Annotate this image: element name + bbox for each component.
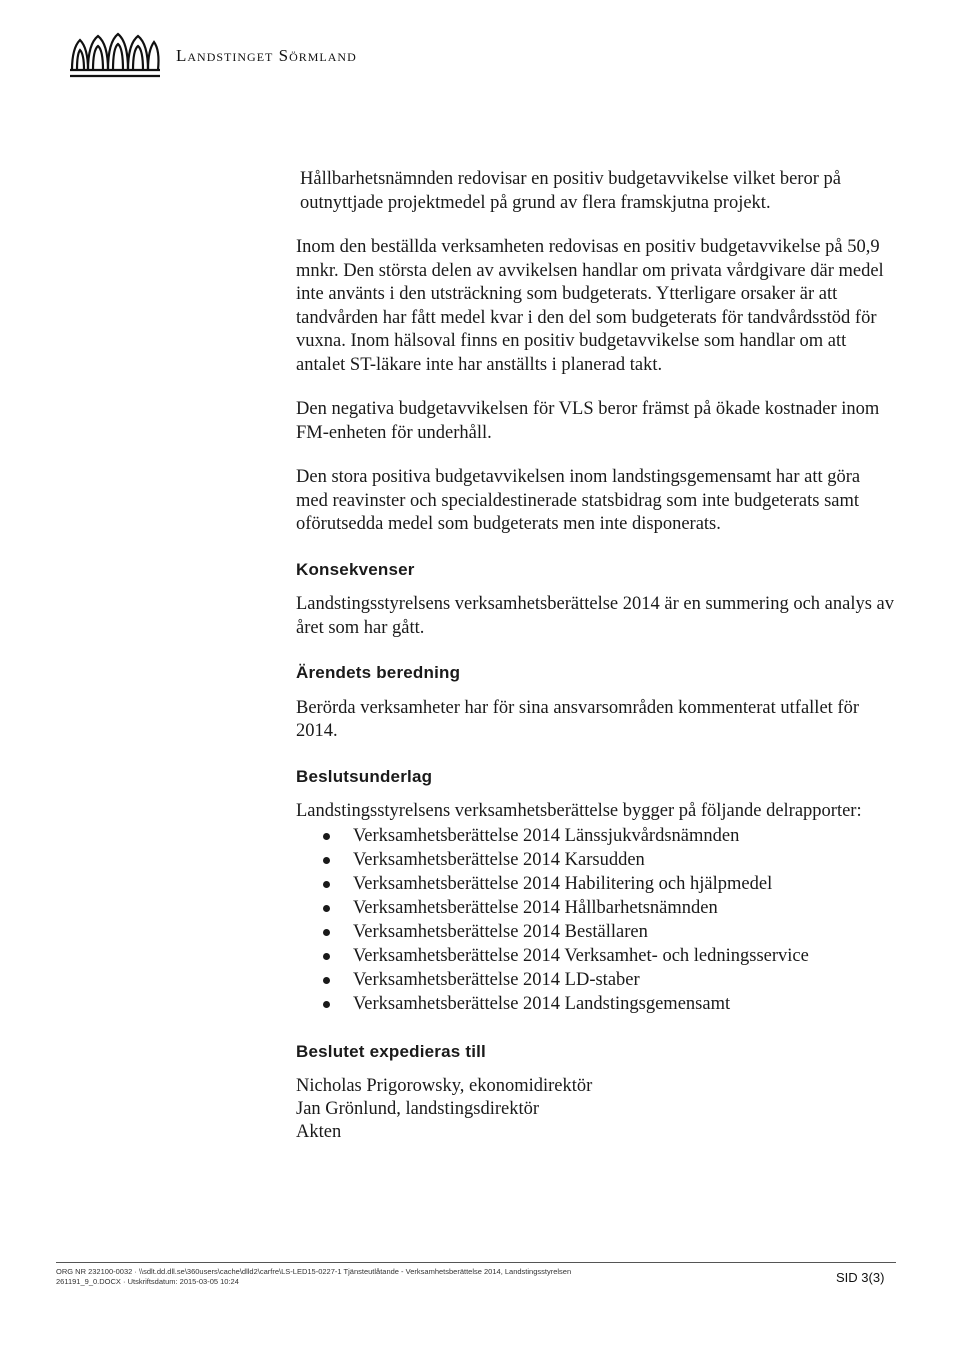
list-item: Verksamhetsberättelse 2014 LD-staber <box>296 968 896 992</box>
footer-metadata <box>56 1267 571 1287</box>
recipient: Jan Grönlund, landstingsdirektör <box>296 1099 540 1119</box>
footer-path: ORG NR 232100-0032 · \\sdlt.dd.dll.se\360users\cache\dlld2\carfre\LS-LED15-0227-1 Tjänsteutlåtande - Verksamhetsberättelse 2014, Landstingsstyrelsen <box>56 1267 572 1276</box>
list-item: Verksamhetsberättelse 2014 Landstingsgemensamt <box>296 992 896 1016</box>
report-list <box>296 824 896 1016</box>
paragraph: Den stora positiva budgetavvikelsen inom landstingsgemensamt har att göra med reavinster och specialdestinerade statsbidrag som inte budgeterats samt oförutsedda medel som budgeterats men inte disponerats. <box>296 467 861 534</box>
list-item: Verksamhetsberättelse 2014 Habilitering och hjälpmedel <box>296 872 896 896</box>
section-heading: Konsekvenser <box>296 559 415 579</box>
paragraph: Inom den beställda verksamheten redovisas en positiv budgetavvikelse på 50,9 mnkr. Den största delen av avvikelsen handlar om privata vårdgivare där medel inte använts i den utsträckning som budgeterats. Ytterligare orsaker är att tandvården har fått medel kvar i den del som budgeterats för tandvårdsstöd för vuxna. Inom hälsoval finns en positiv budgetavvikelse som handlar om att antalet ST-läkare inte har anställts i planerad takt. <box>296 237 884 375</box>
recipient: Akten <box>296 1122 342 1142</box>
paragraph: Hållbarhetsnämnden redovisar en positiv budgetavvikelse vilket beror på outnyttjade projektmedel på grund av flera framskjutna projekt. <box>300 169 841 213</box>
document-body <box>296 168 896 1144</box>
list-item: Verksamhetsberättelse 2014 Karsudden <box>296 848 896 872</box>
paragraph: Landstingsstyrelsens verksamhetsberättelse bygger på följande delrapporter: <box>296 801 862 821</box>
paragraph: Landstingsstyrelsens verksamhetsberättelse 2014 är en summering och analys av året som har gått. <box>296 594 895 638</box>
section-heading: Beslutet expedieras till <box>296 1041 486 1061</box>
list-item: Verksamhetsberättelse 2014 Hållbarhetsnämnden <box>296 896 896 920</box>
section-heading: Beslutsunderlag <box>296 766 433 786</box>
paragraph: Den negativa budgetavvikelsen för VLS beror främst på ökade kostnader inom FM-enheten för underhåll. <box>296 399 880 443</box>
paragraph: Berörda verksamheter har för sina ansvarsområden kommenterat utfallet för 2014. <box>296 697 859 741</box>
letterhead <box>66 28 357 84</box>
footer-divider <box>56 1262 896 1263</box>
recipient: Nicholas Prigorowsky, ekonomidirektör <box>296 1076 593 1096</box>
list-item: Verksamhetsberättelse 2014 Länssjukvårdsnämnden <box>296 824 896 848</box>
recipient-list <box>296 1075 896 1144</box>
section-heading: Ärendets beredning <box>296 663 461 682</box>
list-item: Verksamhetsberättelse 2014 Verksamhet- och ledningsservice <box>296 944 896 968</box>
crown-logo-icon <box>66 30 162 82</box>
organization-name: Landstinget Sörmland <box>176 46 357 65</box>
footer-print-date: 261191_9_0.DOCX · Utskriftsdatum: 2015-03-05 10:24 <box>56 1277 239 1286</box>
list-item: Verksamhetsberättelse 2014 Beställaren <box>296 920 896 944</box>
page-number: SID 3(3) <box>836 1270 885 1285</box>
